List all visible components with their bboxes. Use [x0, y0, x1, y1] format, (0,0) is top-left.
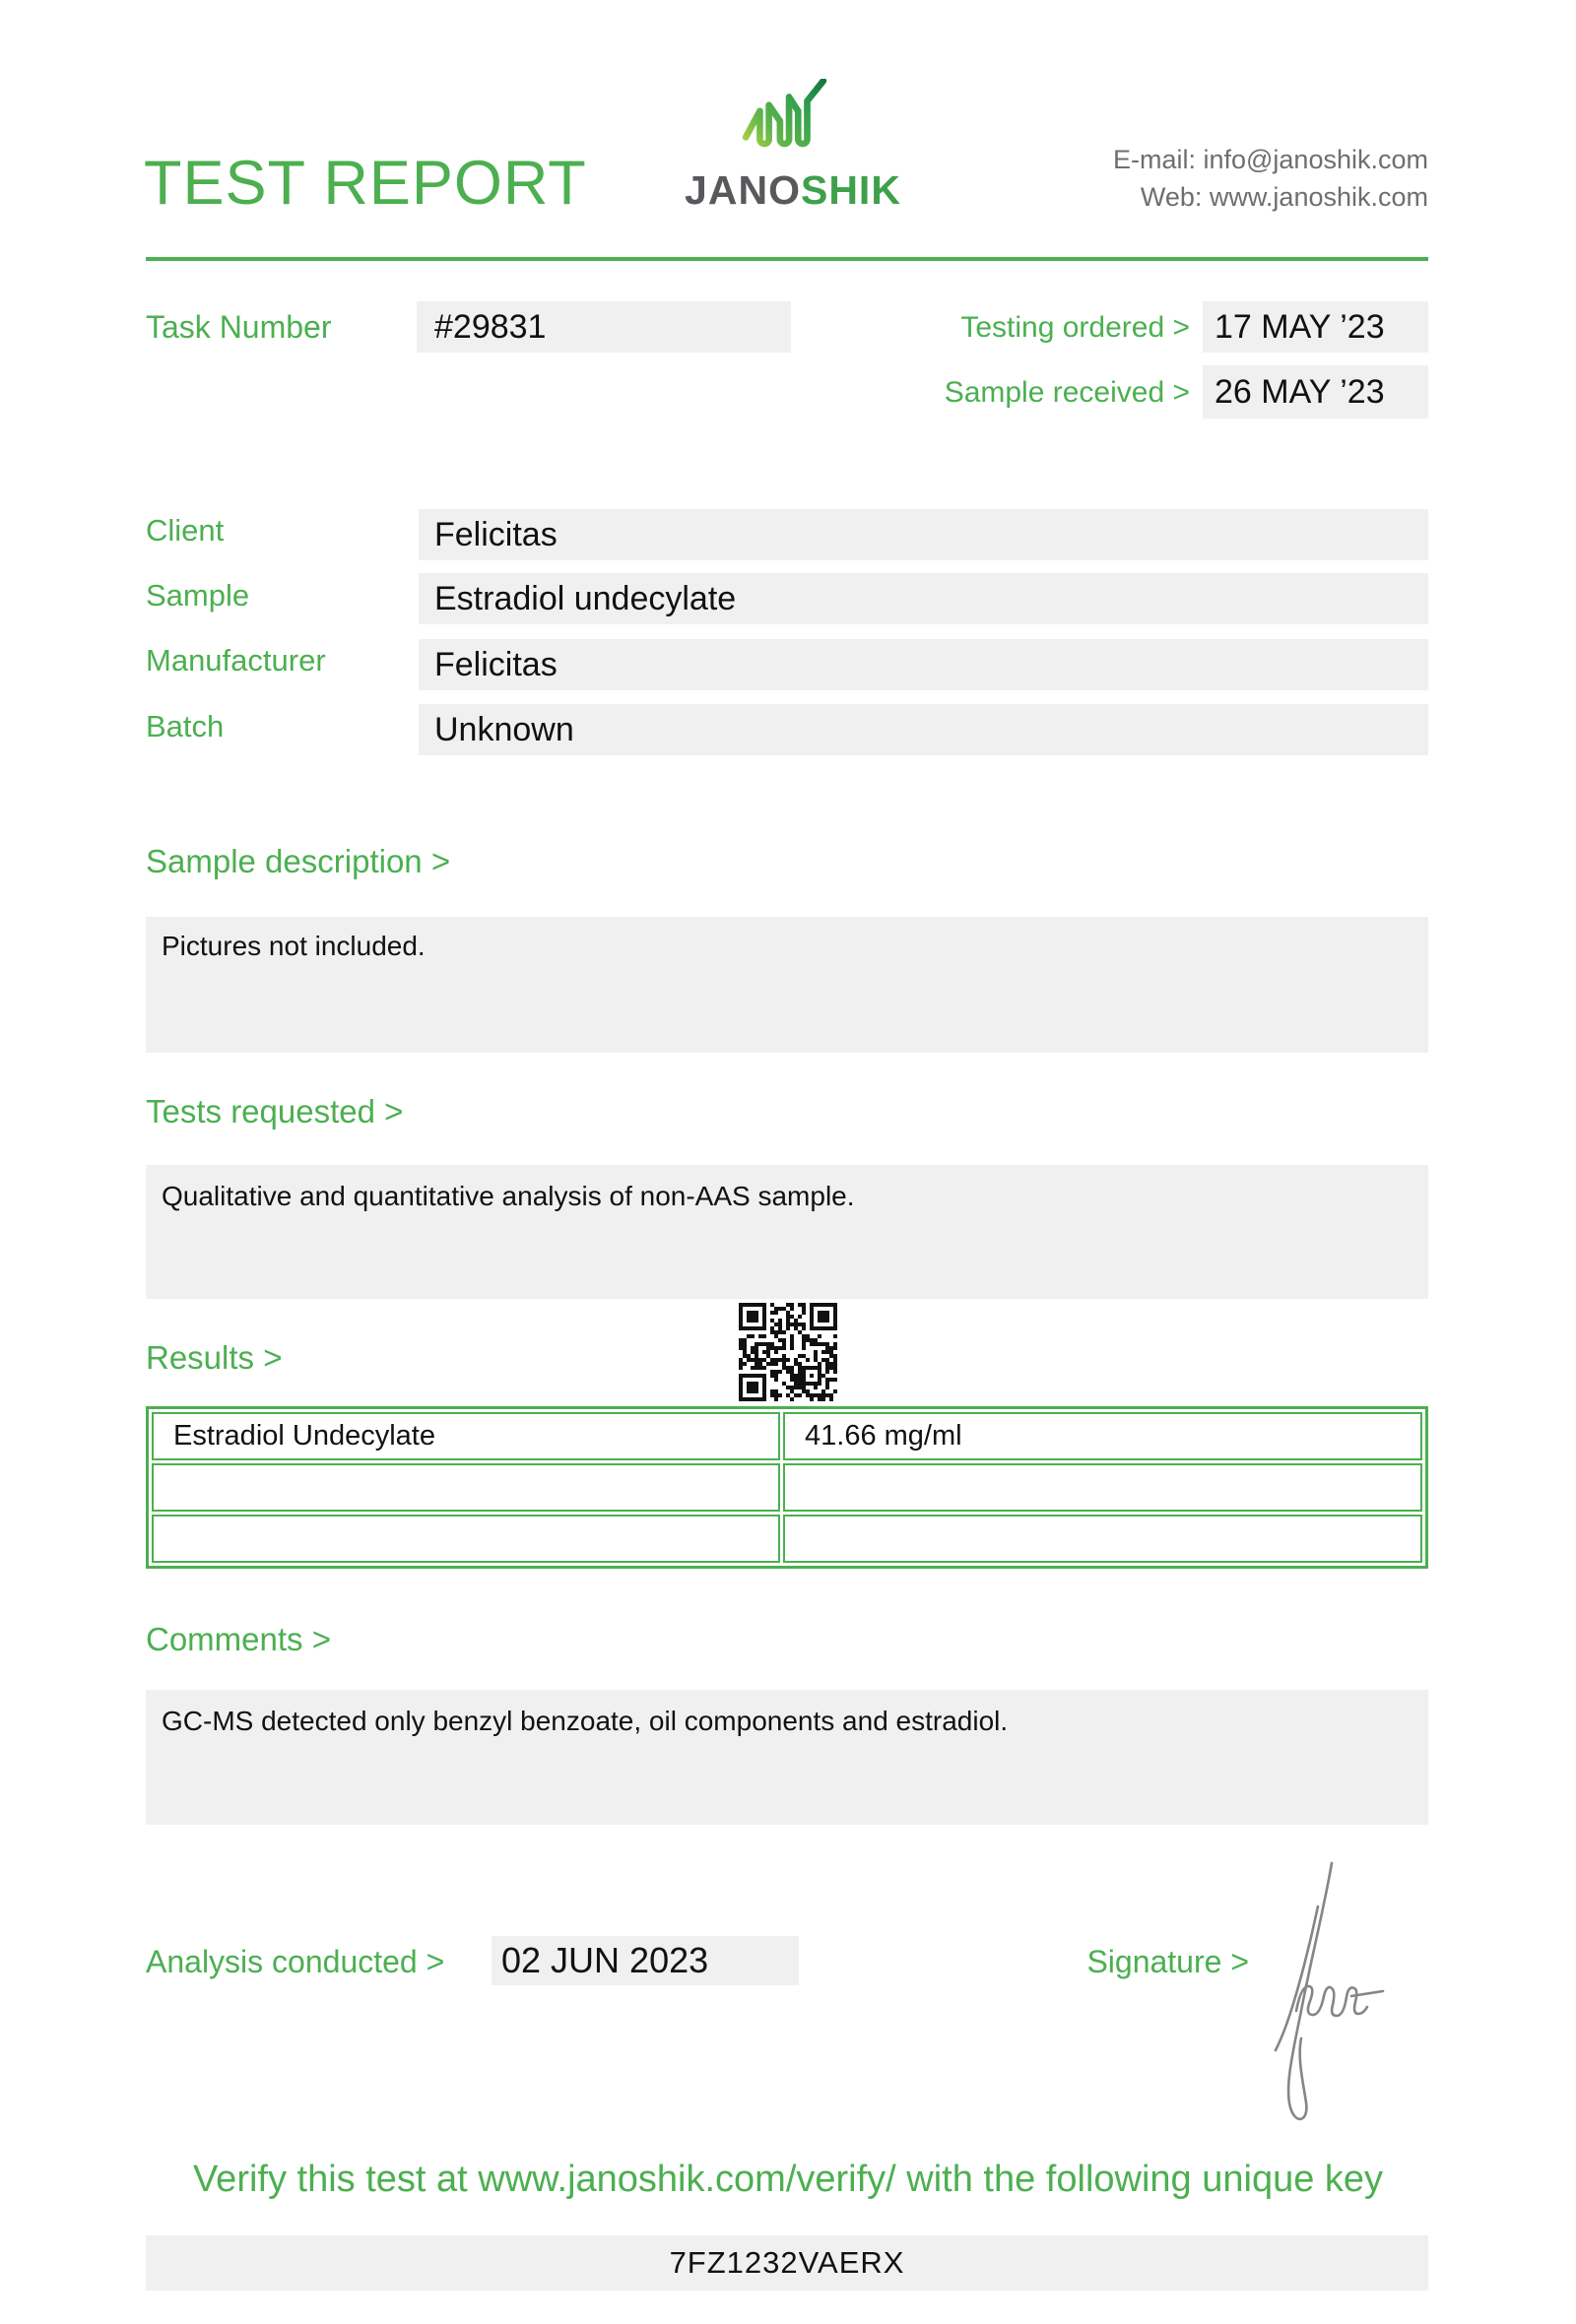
comments-text: GC-MS detected only benzyl benzoate, oil components and estradiol.	[162, 1706, 1009, 1736]
testing-ordered-value-box	[1203, 301, 1428, 353]
signature-image	[1273, 1855, 1391, 2136]
analysis-date: 02 JUN 2023	[501, 1940, 709, 1980]
analysis-conducted-label: Analysis conducted >	[146, 1944, 445, 1979]
result-analyte-cell: Estradiol Undecylate	[152, 1412, 780, 1460]
task-number-value-box	[417, 301, 791, 353]
brand-name-green-part: SHIK	[800, 167, 901, 213]
result-analyte-cell	[152, 1463, 780, 1512]
client-label: Client	[146, 513, 225, 548]
contact-block	[1113, 141, 1428, 216]
verify-instruction: Verify this test at www.janoshik.com/verify/ with the following unique key	[192, 2159, 1384, 2200]
manufacturer-value: Felicitas	[434, 645, 558, 683]
qr-code	[739, 1303, 837, 1401]
batch-label: Batch	[146, 709, 225, 743]
client-value: Felicitas	[434, 515, 558, 553]
sample-description-box	[146, 917, 1428, 1053]
task-number-label: Task Number	[146, 309, 332, 345]
brand-name	[650, 167, 936, 214]
sample-received-value-box	[1203, 365, 1428, 419]
verify-key-box	[146, 2235, 1428, 2291]
tests-requested-heading: Tests requested >	[146, 1093, 404, 1130]
result-row	[152, 1515, 1422, 1563]
page-title: TEST REPORT	[144, 149, 587, 218]
sample-label: Sample	[146, 578, 250, 613]
brand-name-dark-part: JANO	[685, 167, 801, 213]
testing-ordered-label: Testing ordered >	[960, 311, 1190, 344]
contact-web: Web: www.janoshik.com	[1140, 182, 1428, 212]
sample-description-heading: Sample description >	[146, 843, 451, 879]
contact-email: E-mail: info@janoshik.com	[1112, 145, 1428, 174]
testing-ordered-date: 17 MAY ’23	[1215, 307, 1385, 346]
manufacturer-label: Manufacturer	[146, 643, 326, 678]
sample-value: Estradiol undecylate	[434, 579, 737, 617]
header-divider	[146, 257, 1428, 261]
sample-value-box	[419, 573, 1428, 624]
result-value-cell	[783, 1515, 1422, 1563]
sample-received-date: 26 MAY ’23	[1215, 372, 1385, 411]
sample-received-label: Sample received >	[944, 376, 1190, 409]
result-value-cell: 41.66 mg/ml	[783, 1412, 1422, 1460]
tests-requested-box	[146, 1165, 1428, 1299]
batch-value-box	[419, 704, 1428, 755]
result-analyte-cell	[152, 1515, 780, 1563]
task-number-value: #29831	[434, 307, 547, 346]
results-heading: Results >	[146, 1339, 283, 1376]
comments-heading: Comments >	[146, 1621, 331, 1657]
manufacturer-value-box	[419, 639, 1428, 690]
result-value-cell	[783, 1463, 1422, 1512]
sample-description-text: Pictures not included.	[162, 931, 426, 961]
growth-chart-icon	[741, 79, 831, 161]
comments-box	[146, 1690, 1428, 1825]
tests-requested-text: Qualitative and quantitative analysis of non-AAS sample.	[162, 1181, 855, 1211]
results-table	[146, 1406, 1428, 1569]
signature-label: Signature >	[1086, 1944, 1249, 1979]
result-row	[152, 1412, 1422, 1460]
result-row	[152, 1463, 1422, 1512]
verify-key: 7FZ1232VAERX	[669, 2245, 905, 2280]
batch-value: Unknown	[434, 710, 574, 748]
client-value-box	[419, 509, 1428, 560]
analysis-date-box	[492, 1936, 799, 1985]
